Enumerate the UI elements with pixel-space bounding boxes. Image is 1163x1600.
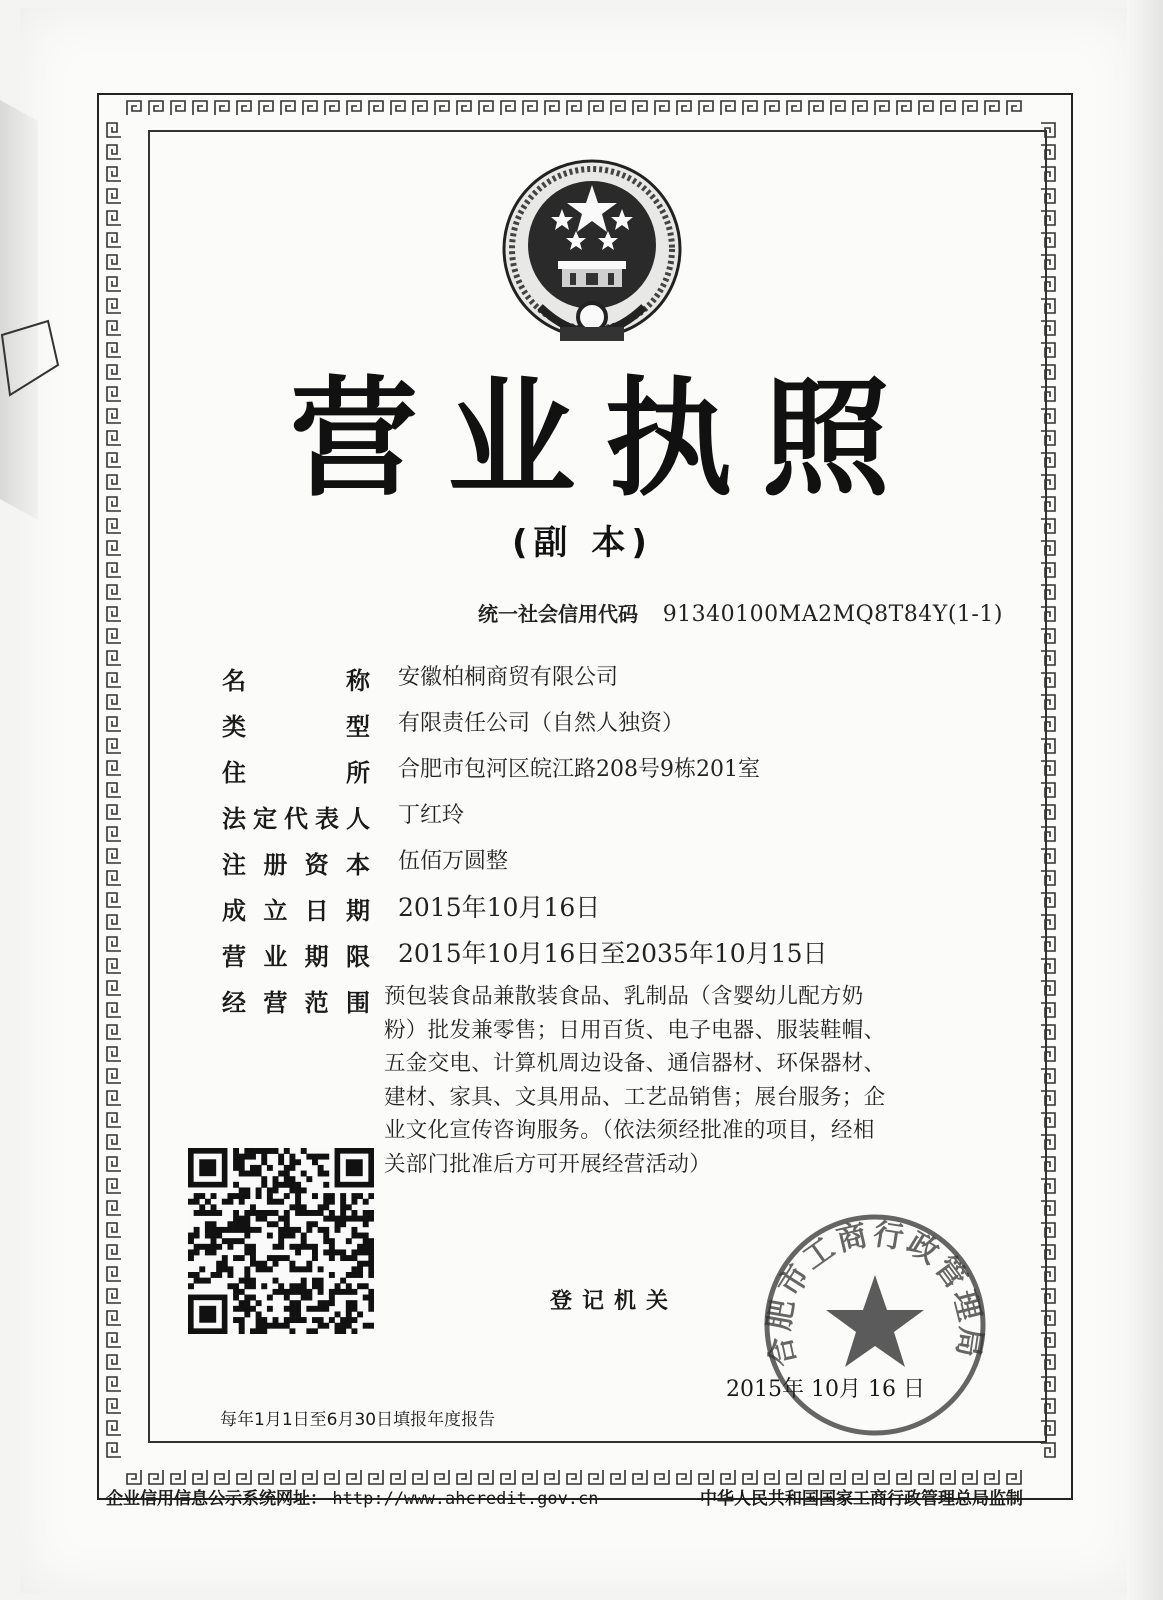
field-row-term — [222, 934, 1002, 980]
title-char: 业 — [447, 365, 576, 514]
field-label: 经 营 范 围 — [222, 988, 370, 1017]
qr-code-icon[interactable] — [188, 1148, 374, 1334]
scope-line: 关部门批准后方可开展经营活动） — [384, 1151, 712, 1177]
field-value: 丁红玲 — [398, 803, 465, 828]
title-char: 执 — [604, 365, 733, 514]
credit-code — [478, 598, 1003, 634]
footer-website-label: 企业信用信息公示系统网址： — [106, 1489, 327, 1509]
corner-stamp-mark — [0, 315, 60, 400]
scope-line: 建材、家具、文具用品、工艺品销售；展台服务；企 — [384, 1084, 886, 1110]
field-value: 2015年10月16日至2035年10月15日 — [398, 939, 828, 968]
credit-code-value: 91340100MA2MQ8T84Y(1-1) — [662, 602, 1003, 627]
title-char: 营 — [289, 365, 418, 514]
scope-line: 五金交电、计算机周边设备、通信器材、环保器材、 — [384, 1051, 886, 1076]
registration-date: 2015年 10月 16 日 — [726, 1377, 925, 1402]
national-emblem-icon — [500, 157, 685, 357]
registration-authority: 登记机关 — [550, 1289, 679, 1314]
scope-line: 预包装食品兼散装食品、乳制品（含婴幼儿配方奶 — [384, 984, 864, 1009]
business-scope — [384, 980, 996, 1181]
svg-text:合肥市工商行政管理局: 合肥市工商行政管理局 — [761, 1216, 989, 1370]
scope-line: 粉）批发兼零售；日用百货、电子电器、服装鞋帽、 — [384, 1017, 886, 1043]
field-value: 2015年10月16日 — [398, 893, 601, 922]
field-value: 合肥市包河区皖江路208号9栋201室 — [398, 757, 760, 782]
title-char: 照 — [761, 365, 890, 514]
field-row-capital — [222, 842, 1002, 888]
field-row-legal-rep — [222, 796, 1002, 842]
field-label: 类 型 — [222, 712, 370, 741]
paper-fold — [0, 100, 38, 520]
footer-supervisor: 中华人民共和国国家工商行政管理总局监制 — [700, 1489, 1023, 1509]
field-label: 名 称 — [222, 666, 370, 695]
document-subtitle: (副 本) — [512, 523, 653, 563]
field-value: 安徽柏桐商贸有限公司 — [398, 665, 619, 690]
scope-line: 业文化宣传咨询服务。（依法须经批准的项目，经相 — [384, 1118, 875, 1143]
field-value: 伍佰万圆整 — [398, 849, 509, 874]
paper-edge — [1127, 0, 1163, 1600]
document-title — [280, 365, 900, 515]
footer-website-url[interactable]: http://www.ahcredit.gov.cn — [332, 1489, 599, 1509]
field-label: 法 定 代 表 人 — [222, 804, 370, 833]
field-label: 成 立 日 期 — [222, 896, 370, 925]
field-row-name — [222, 658, 1002, 704]
annual-report-note: 每年1月1日至6月30日填报年度报告 — [220, 1410, 496, 1430]
field-row-established — [222, 888, 1002, 934]
field-label: 住 所 — [222, 758, 370, 787]
field-list — [222, 658, 1002, 1026]
field-label: 营 业 期 限 — [222, 942, 370, 971]
field-value: 有限责任公司（自然人独资） — [398, 711, 685, 736]
credit-code-label: 统一社会信用代码 — [478, 602, 638, 626]
field-label: 注 册 资 本 — [222, 850, 370, 879]
field-row-address — [222, 750, 1002, 796]
field-row-type — [222, 704, 1002, 750]
footer-website — [106, 1484, 599, 1514]
